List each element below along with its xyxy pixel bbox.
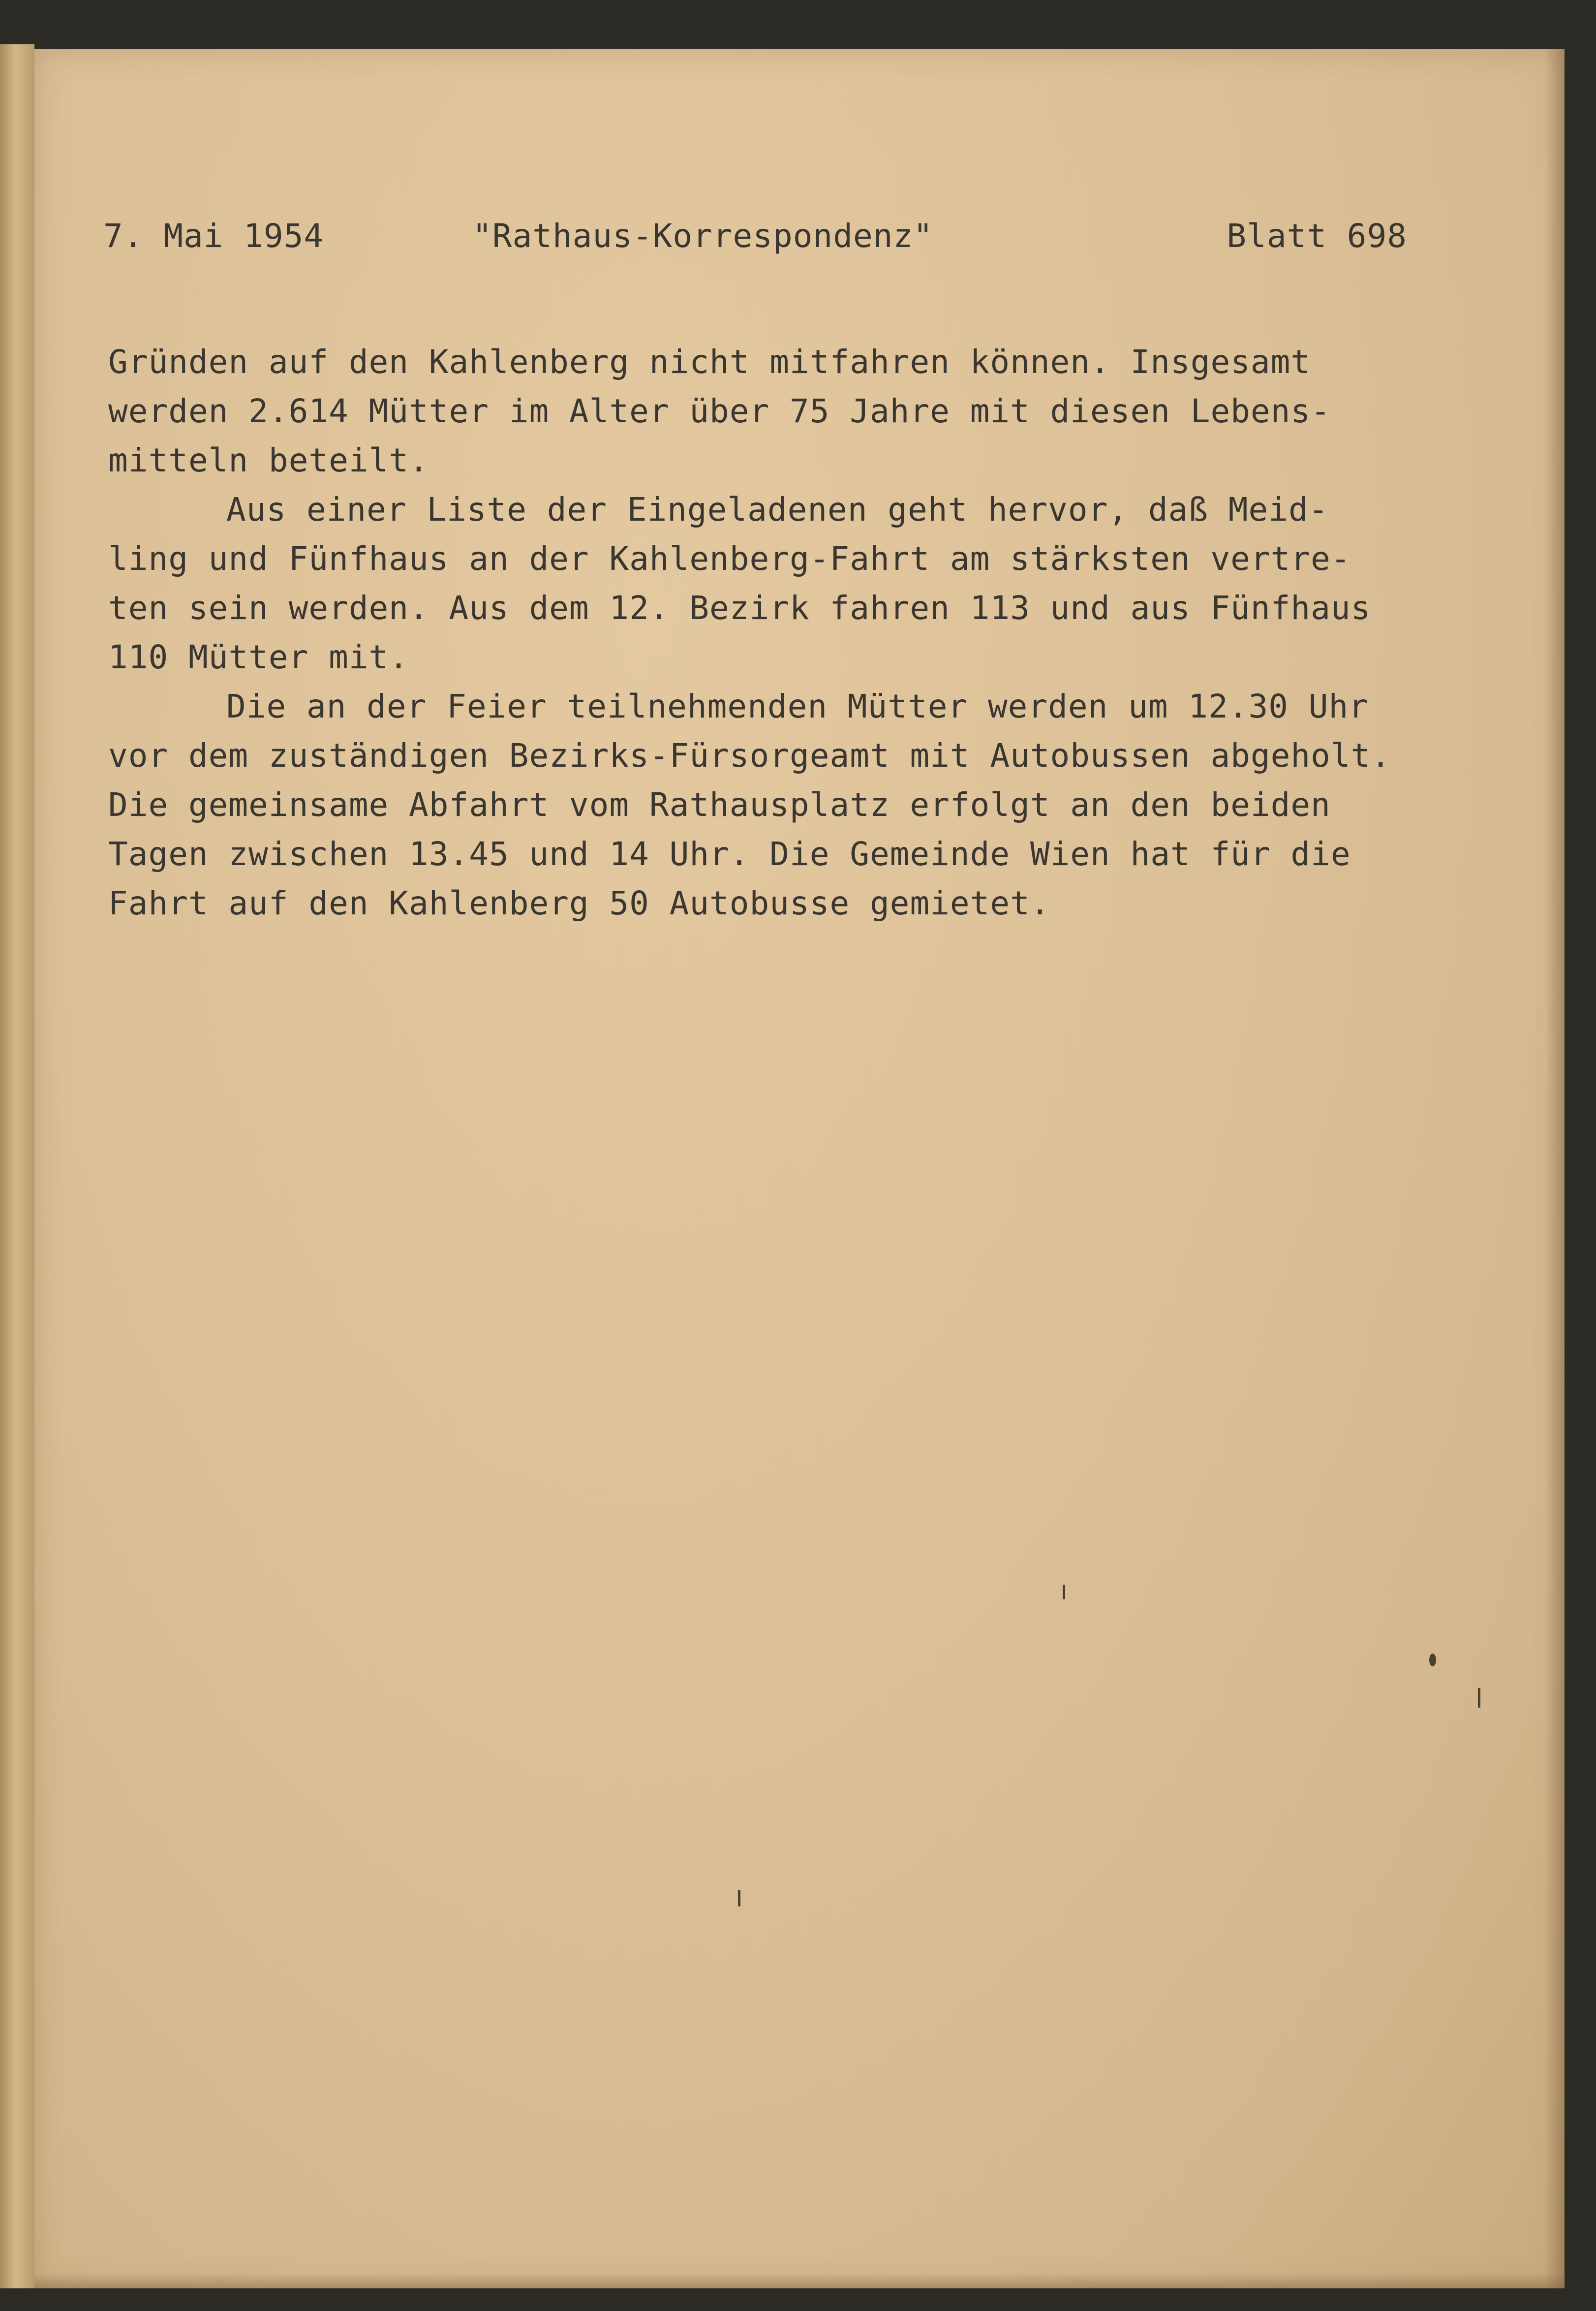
paper-speck — [1429, 1654, 1436, 1666]
text-line: Tagen zwischen 13.45 und 14 Uhr. Die Gemeinde Wien hat für die — [108, 835, 1351, 873]
text-line: Die an der Feier teilnehmenden Mütter werden um 12.30 Uhr — [226, 687, 1369, 725]
page-edge-shadow — [1545, 49, 1565, 2288]
paper-speck — [738, 1890, 740, 1906]
paragraph — [108, 682, 1437, 928]
text-line: Die gemeinsame Abfahrt vom Rathausplatz erfolgt an den beiden — [108, 786, 1331, 824]
page-header — [103, 212, 1407, 261]
text-line: Gründen auf den Kahlenberg nicht mitfahren können. Insgesamt — [108, 343, 1311, 381]
page-bottom-shadow — [34, 2274, 1565, 2288]
text-line: mitteln beteilt. — [108, 441, 429, 479]
paper-speck — [1063, 1585, 1065, 1599]
paragraph — [108, 485, 1437, 682]
text-line: vor dem zuständigen Bezirks-Fürsorgeamt mit Autobussen abgeholt. — [108, 737, 1391, 775]
text-line: 110 Mütter mit. — [108, 638, 409, 676]
paper-speck — [1478, 1688, 1480, 1708]
text-line: ling und Fünfhaus an der Kahlenberg-Fahrt am stärksten vertre- — [108, 540, 1351, 578]
text-line: werden 2.614 Mütter im Alter über 75 Jahre mit diesen Lebens- — [108, 392, 1331, 430]
book-binding-edge — [0, 44, 34, 2288]
header-title: "Rathaus-Korrespondenz" — [472, 217, 933, 255]
text-line: Aus einer Liste der Eingeladenen geht hervor, daß Meid- — [226, 491, 1329, 529]
text-line: Fahrt auf den Kahlenberg 50 Autobusse gemietet. — [108, 884, 1050, 922]
body-text — [108, 338, 1437, 928]
header-date: 7. Mai 1954 — [103, 217, 324, 255]
paragraph — [108, 338, 1437, 485]
header-sheet-number: Blatt 698 — [1227, 217, 1407, 255]
text-line: ten sein werden. Aus dem 12. Bezirk fahren 113 und aus Fünfhaus — [108, 589, 1371, 627]
